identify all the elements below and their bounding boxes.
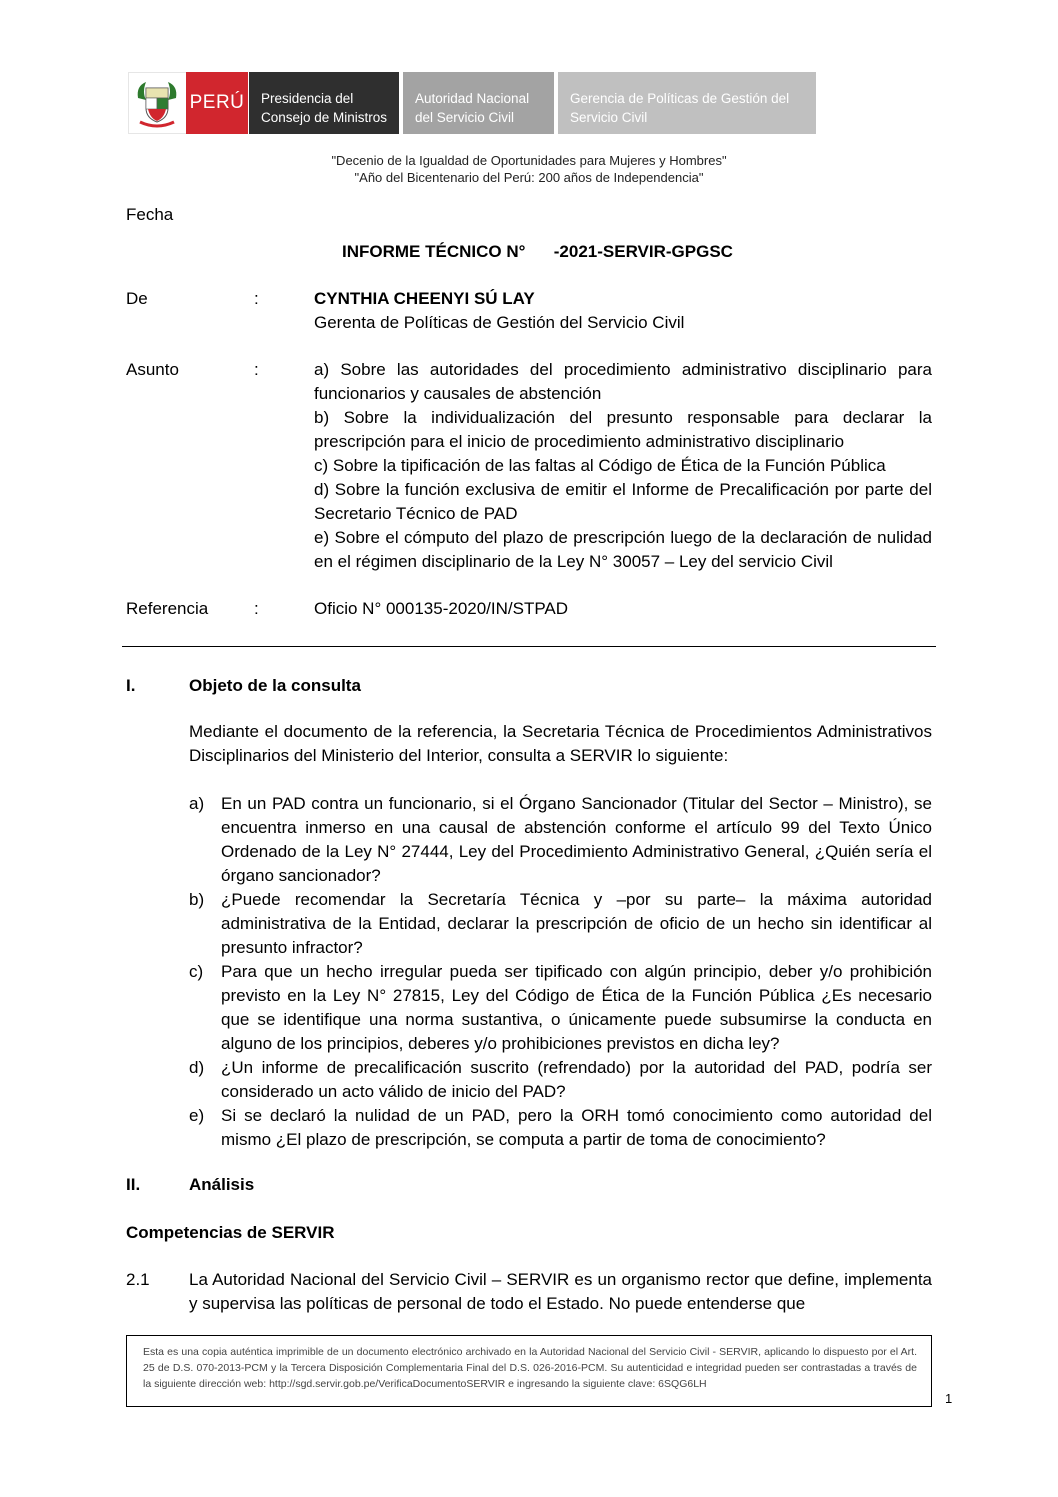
list-text: ¿Un informe de precalificación suscrito (refrendado) por la autoridad del PAD, podría ser considerado un acto válido de inicio del PAD? <box>221 1058 932 1101</box>
fecha-label: Fecha <box>126 205 174 224</box>
section2-subtitle: Competencias de SERVIR <box>126 1223 335 1242</box>
list-item <box>189 1056 932 1104</box>
consult-list <box>189 792 932 1152</box>
header-band-pcm <box>249 72 399 134</box>
band1-line1: Presidencia del <box>261 91 354 106</box>
asunto-item: b) Sobre la individualización del presunto responsable para declarar la prescripción para el inicio de procedimiento administrativo disciplinario <box>314 408 932 451</box>
report-title: INFORME TÉCNICO N° -2021-SERVIR-GPGSC <box>342 242 733 261</box>
section1-intro: Mediante el documento de la referencia, la Secretaria Técnica de Procedimientos Administrativos Disciplinarios del Ministerio del Interior, consulta a SERVIR lo siguiente: <box>189 722 932 765</box>
de-label: De <box>126 289 148 308</box>
band3-line2: Servicio Civil <box>570 110 648 125</box>
list-letter: d) <box>189 1058 205 1077</box>
referencia-value: Oficio N° 000135-2020/IN/STPAD <box>314 599 569 618</box>
de-role: Gerenta de Políticas de Gestión del Servicio Civil <box>314 313 685 332</box>
divider <box>122 646 936 647</box>
section1-number: I. <box>126 676 136 695</box>
header-band-servir <box>403 72 554 134</box>
header-band-gerencia <box>558 72 816 134</box>
list-text: Si se declaró la nulidad de un PAD, pero la ORH tomó conocimiento como autoridad del mismo ¿El plazo de prescripción, se computa a partir de toma de conocimiento? <box>221 1106 932 1149</box>
asunto-item: a) Sobre las autoridades del procedimiento administrativo disciplinario para funcionarios y causales de abstención <box>314 360 932 403</box>
motto-line1: "Decenio de la Igualdad de Oportunidades para Mujeres y Hombres" <box>331 153 727 168</box>
list-text: ¿Puede recomendar la Secretaría Técnica y –por su parte– la máxima autoridad administrativa de la Entidad, declarar la prescripción de oficio de un hecho sin identificar al presunto infractor? <box>221 890 932 957</box>
band2-line2: del Servicio Civil <box>415 110 515 125</box>
page-number: 1 <box>945 1391 953 1406</box>
asunto-item: e) Sobre el cómputo del plazo de prescripción luego de la declaración de nulidad en el régimen disciplinario de la Ley N° 30057 – Ley del servicio Civil <box>314 528 932 571</box>
paragraph-text: La Autoridad Nacional del Servicio Civil – SERVIR es un organismo rector que define, implementa y supervisa las políticas de personal de todo el Estado. No puede entenderse que <box>189 1270 932 1313</box>
asunto-item: c) Sobre la tipificación de las faltas al Código de Ética de la Función Pública <box>314 456 886 475</box>
motto-line2: "Año del Bicentenario del Perú: 200 años de Independencia" <box>354 170 704 185</box>
list-letter: e) <box>189 1106 205 1125</box>
asunto-list <box>314 358 932 574</box>
list-item <box>189 960 932 1056</box>
list-letter: b) <box>189 890 205 909</box>
de-colon: : <box>254 289 259 308</box>
section2-number: II. <box>126 1175 141 1194</box>
de-name: CYNTHIA CHEENYI SÚ LAY <box>314 289 535 308</box>
band3-line1: Gerencia de Políticas de Gestión del <box>570 91 790 106</box>
section1-title: Objeto de la consulta <box>189 676 361 695</box>
referencia-label: Referencia <box>126 599 209 618</box>
asunto-colon: : <box>254 360 259 379</box>
authenticity-footer: Esta es una copia auténtica imprimible de un documento electrónico archivado en la Autoridad Nacional del Servicio Civil - SERVIR, aplicando lo dispuesto por el Art. 25 de D.S. 070-2013-PCM y la Tercera Disposición Complementaria Final del D.S. 026-2016-PCM. Su autenticidad e integridad pueden ser contrastadas a través de la siguiente dirección web: http://sgd.servir.gob.pe/VerificaDocumentoSERVIR e ingresando la siguiente clave: 6SQG6LH <box>126 1335 932 1407</box>
list-letter: c) <box>189 962 204 981</box>
referencia-colon: : <box>254 599 259 618</box>
section2-title: Análisis <box>189 1175 255 1194</box>
coat-of-arms-icon <box>134 78 180 128</box>
list-text: En un PAD contra un funcionario, si el Órgano Sancionador (Titular del Sector – Ministro), se encuentra inmerso en una causal de abstención conforme el artículo 99 del Texto Único Ordenado de la Ley N° 27444, Ley del Procedimiento Administrativo General, ¿Quién sería el órgano sancionador? <box>221 794 932 885</box>
list-item <box>189 792 932 888</box>
band1-line2: Consejo de Ministros <box>261 110 388 125</box>
list-letter: a) <box>189 794 205 813</box>
list-item <box>189 888 932 960</box>
paragraph-number: 2.1 <box>126 1270 150 1289</box>
list-item <box>189 1104 932 1152</box>
band2-line1: Autoridad Nacional <box>415 91 530 106</box>
asunto-item: d) Sobre la función exclusiva de emitir el Informe de Precalificación por parte del Secretario Técnico de PAD <box>314 480 932 523</box>
asunto-label: Asunto <box>126 360 179 379</box>
decade-motto <box>0 152 1058 186</box>
list-text: Para que un hecho irregular pueda ser tipificado con algún principio, deber y/o prohibición previsto en la Ley N° 27815, Ley del Código de Ética de la Función Pública ¿Es necesario que se identifique una norma sustantiva, o únicamente puede subsumirse la conducta en alguno de los principios, deberes y/o prohibiciones previstos en dicha ley? <box>221 962 932 1053</box>
peru-label: PERÚ <box>186 72 248 134</box>
